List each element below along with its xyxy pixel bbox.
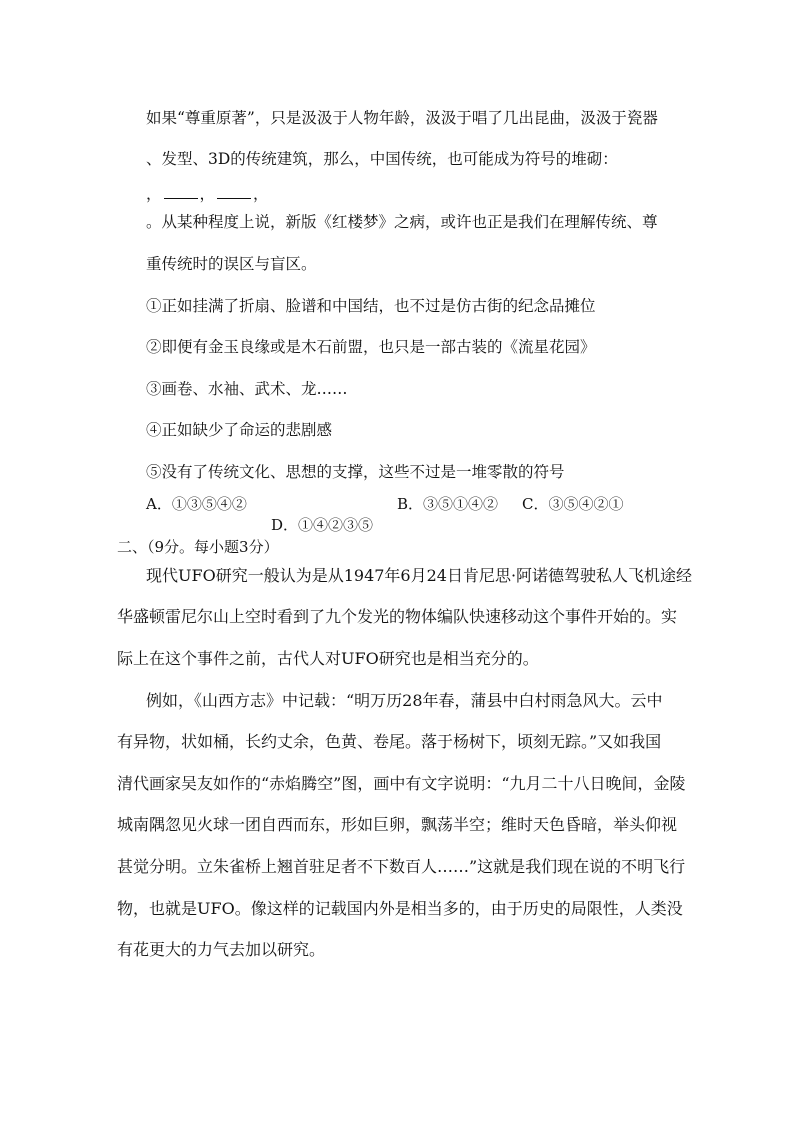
question-text-line-2: 、发型、3D的传统建筑，那么，中国传统，也可能成为符号的堆砌： [146,150,618,168]
option-d: D．①④②③⑤ [271,516,374,534]
passage-line: 城南隅忽见火球一团自西而东，形如巨卵，飘荡半空；维时天色昏暗，举头仰视 [117,815,678,834]
question-text-line-1: 如果“尊重原著”，只是汲汲于人物年龄，汲汲于唱了几出昆曲，汲汲于瓷器 [146,109,658,127]
passage-line: 清代画家吴友如作的“赤焰腾空”图，画中有文字说明：“九月二十八日晚间，金陵 [117,774,686,793]
choice-item-4: ④正如缺少了命运的悲剧感 [146,421,333,439]
question-text-line-4: 。从某种程度上说，新版《红楼梦》之病，或许也正是我们在理解传统、尊 [146,213,658,231]
passage-line: 例如，《山西方志》中记载：“明万历28年春，蒲县中白村雨急风大。云中 [146,691,663,710]
passage-line: 物，也就是UFO。像这样的记载国内外是相当多的，由于历史的局限性，人类没 [117,899,683,918]
blank-separator: ， [146,185,162,203]
blank-separator: ， [199,185,216,203]
option-c: C．③⑤④②① [522,495,624,513]
passage-line: 际上在这个事件之前，古代人对UFO研究也是相当充分的。 [117,649,539,668]
passage-line: 现代UFO研究一般认为是从1947年6月24日肯尼思·阿诺德驾驶私人飞机途经 [146,566,693,585]
answer-blank [164,185,198,199]
blank-separator: ， [253,185,269,203]
passage-line: 有花更大的力气去加以研究。 [117,940,326,959]
option-a: A．①③⑤④② [146,495,247,513]
option-b: B．③⑤①④② [397,495,499,513]
passage-line: 甚觉分明。立朱雀桥上翘首驻足者不下数百人……”这就是我们现在说的不明飞行 [117,857,686,876]
section-heading: 二、（9分。每小题3分） [117,538,279,556]
choice-item-2: ②即便有金玉良缘或是木石前盟，也只是一部古装的《流星花园》 [146,338,596,356]
question-text-line-5: 重传统时的误区与盲区。 [146,255,317,273]
choice-item-3: ③画卷、水袖、武术、龙…… [146,380,348,398]
answer-blank [217,185,251,199]
passage-line: 华盛顿雷尼尔山上空时看到了九个发光的物体编队快速移动这个事件开始的。实 [117,607,678,626]
choice-item-1: ①正如挂满了折扇、脸谱和中国结，也不过是仿古街的纪念品摊位 [146,297,596,315]
fill-blanks-line [146,184,269,204]
passage-line: 有异物，状如桶，长约丈余，色黄、卷尾。落于杨树下，顷刻无踪。”又如我国 [117,732,662,751]
choice-item-5: ⑤没有了传统文化、思想的支撑，这些不过是一堆零散的符号 [146,463,565,481]
